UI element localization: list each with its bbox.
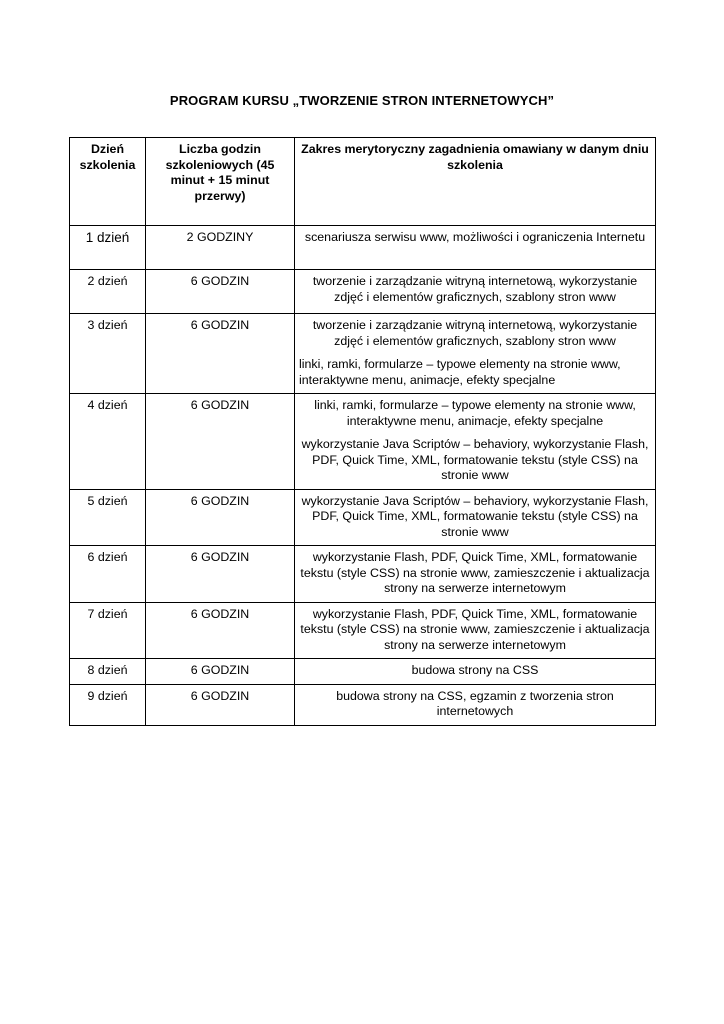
day-cell: 5 dzień (70, 489, 146, 546)
content-paragraph: wykorzystanie Java Scriptów – behaviory, wykorzystanie Flash, PDF, Quick Time, XML, formatowanie tekstu (style CSS) na stronie www (301, 493, 649, 539)
content-cell (295, 602, 656, 659)
day-cell: 3 dzień (70, 314, 146, 394)
content-cell (295, 489, 656, 546)
day-cell: 4 dzień (70, 394, 146, 490)
day-cell: 6 dzień (70, 546, 146, 603)
document-title: PROGRAM KURSU „TWORZENIE STRON INTERNETOWYCH” (169, 93, 555, 108)
content-paragraph: linki, ramki, formularze – typowe elementy na stronie www, interaktywne menu, animacje, efekty specjalne (299, 357, 621, 387)
content-cell (295, 226, 656, 270)
content-paragraph: budowa strony na CSS, egzamin z tworzenia stron internetowych (336, 688, 614, 718)
table-row (70, 314, 656, 394)
content-cell (295, 659, 656, 685)
hours-cell: 6 GODZIN (146, 684, 295, 725)
content-paragraph: tworzenie i zarządzanie witryną internetową, wykorzystanie zdjęć i elementów graficznych, szablony stron www (312, 274, 638, 304)
day-cell: 7 dzień (70, 602, 146, 659)
hours-cell: 6 GODZIN (146, 314, 295, 394)
header-scope: Zakres merytoryczny zagadnienia omawiany w danym dniu szkolenia (295, 138, 656, 226)
table-row (70, 270, 656, 314)
content-paragraph: wykorzystanie Java Scriptów – behaviory, wykorzystanie Flash, PDF, Quick Time, XML, formatowanie tekstu (style CSS) na stronie www (301, 437, 649, 482)
content-paragraph: linki, ramki, formularze – typowe elementy na stronie www, interaktywne menu, animacje, efekty specjalne (314, 398, 636, 428)
content-cell (295, 314, 656, 394)
hours-cell: 6 GODZIN (146, 659, 295, 685)
content-cell (295, 270, 656, 314)
content-paragraph: tworzenie i zarządzanie witryną internetową, wykorzystanie zdjęć i elementów graficznych, szablony stron www (312, 318, 638, 348)
table-row (70, 546, 656, 603)
hours-cell: 6 GODZIN (146, 394, 295, 490)
hours-cell: 6 GODZIN (146, 546, 295, 603)
content-paragraph: wykorzystanie Flash, PDF, Quick Time, XML, formatowanie tekstu (style CSS) na stronie www, zamieszczenie i aktualizacja strony na serwerze internetowym (300, 606, 650, 652)
course-program-table (69, 137, 656, 726)
table-row (70, 684, 656, 725)
header-day: Dzień szkolenia (70, 138, 146, 226)
content-paragraph: scenariusza serwisu www, możliwości i ograniczenia Internetu (304, 230, 646, 244)
content-paragraph: budowa strony na CSS (411, 663, 539, 677)
content-cell (295, 546, 656, 603)
hours-cell: 6 GODZIN (146, 602, 295, 659)
header-hours: Liczba godzin szkoleniowych (45 minut + 15 minut przerwy) (146, 138, 295, 226)
table-row (70, 394, 656, 490)
hours-cell: 6 GODZIN (146, 489, 295, 546)
content-cell (295, 684, 656, 725)
table-row (70, 489, 656, 546)
hours-cell: 6 GODZIN (146, 270, 295, 314)
content-cell (295, 394, 656, 490)
table-header-row (70, 138, 656, 226)
table-row (70, 659, 656, 685)
day-cell: 2 dzień (70, 270, 146, 314)
hours-cell: 2 GODZINY (146, 226, 295, 270)
day-cell: 8 dzień (70, 659, 146, 685)
content-paragraph: wykorzystanie Flash, PDF, Quick Time, XML, formatowanie tekstu (style CSS) na stronie www, zamieszczenie i aktualizacja strony na serwerze internetowym (300, 550, 650, 595)
table-row (70, 226, 656, 270)
table-row (70, 602, 656, 659)
day-cell: 1 dzień (70, 226, 146, 270)
day-cell: 9 dzień (70, 684, 146, 725)
